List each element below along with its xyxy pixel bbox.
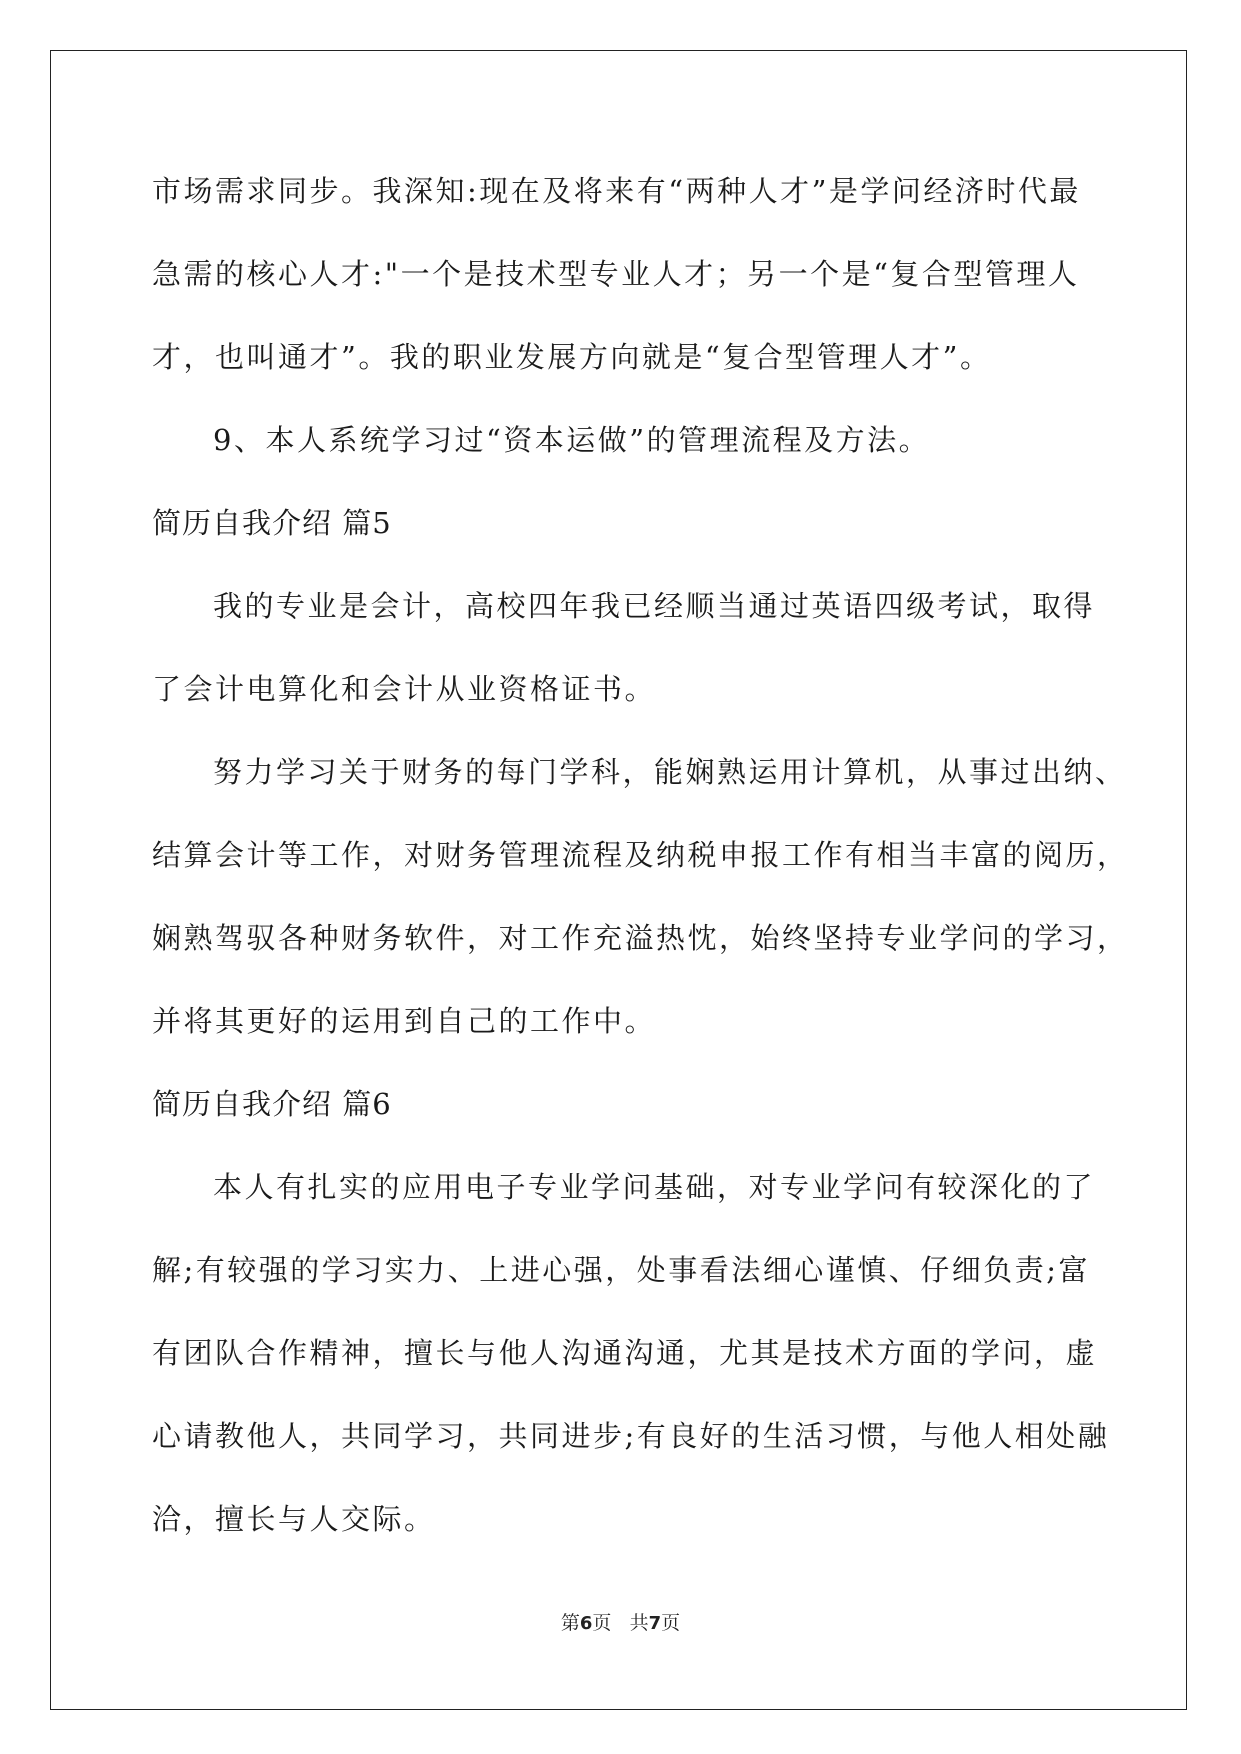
body-text-line: 市场需求同步。我深知:现在及将来有“两种人才”是学问经济时代最 <box>152 174 1081 208</box>
section-heading-6: 简历自我介绍 篇6 <box>152 1087 392 1121</box>
body-text-line: 急需的核心人才:"一个是技术型专业人才；另一个是“复合型管理人 <box>152 257 1080 291</box>
body-text-line: 解;有较强的学习实力、上进心强，处事看法细心谨慎、仔细负责;富 <box>152 1253 1091 1287</box>
body-text-line: 我的专业是会计，高校四年我已经顺当通过英语四级考试，取得 <box>213 589 1096 623</box>
body-text-line: 了会计电算化和会计从业资格证书。 <box>152 672 657 706</box>
body-text-line: 并将其更好的运用到自己的工作中。 <box>152 1004 657 1038</box>
body-text-line: 洽，擅长与人交际。 <box>152 1502 436 1536</box>
body-text-line: 心请教他人，共同学习，共同进步;有良好的生活习惯，与他人相处融 <box>152 1419 1110 1453</box>
page-number-prefix: 第 <box>560 1612 580 1634</box>
body-text-line: 有团队合作精神，擅长与他人沟通沟通，尤其是技术方面的学问，虚 <box>152 1336 1098 1370</box>
total-pages-number: 7 <box>648 1613 662 1634</box>
body-text-line: 娴熟驾驭各种财务软件，对工作充溢热忱，始终坚持专业学问的学习， <box>152 921 1129 955</box>
page-number-unit: 页 <box>592 1612 612 1634</box>
total-pages-prefix: 共 <box>629 1612 649 1634</box>
section-heading-5: 简历自我介绍 篇5 <box>152 506 392 540</box>
body-text-line: 才，也叫通才”。我的职业发展方向就是“复合型管理人才”。 <box>152 340 992 374</box>
body-text-line: 本人有扎实的应用电子专业学问基础，对专业学问有较深化的了 <box>213 1170 1096 1204</box>
page-footer <box>0 1608 1241 1635</box>
body-text-line: 结算会计等工作，对财务管理流程及纳税申报工作有相当丰富的阅历， <box>152 838 1129 872</box>
total-pages-unit: 页 <box>661 1612 681 1634</box>
list-item-9: 9、本人系统学习过“资本运做”的管理流程及方法。 <box>213 423 931 457</box>
body-text-line: 努力学习关于财务的每门学科，能娴熟运用计算机，从事过出纳、 <box>213 755 1127 789</box>
document-body <box>152 150 1129 1561</box>
current-page-number: 6 <box>579 1613 593 1634</box>
